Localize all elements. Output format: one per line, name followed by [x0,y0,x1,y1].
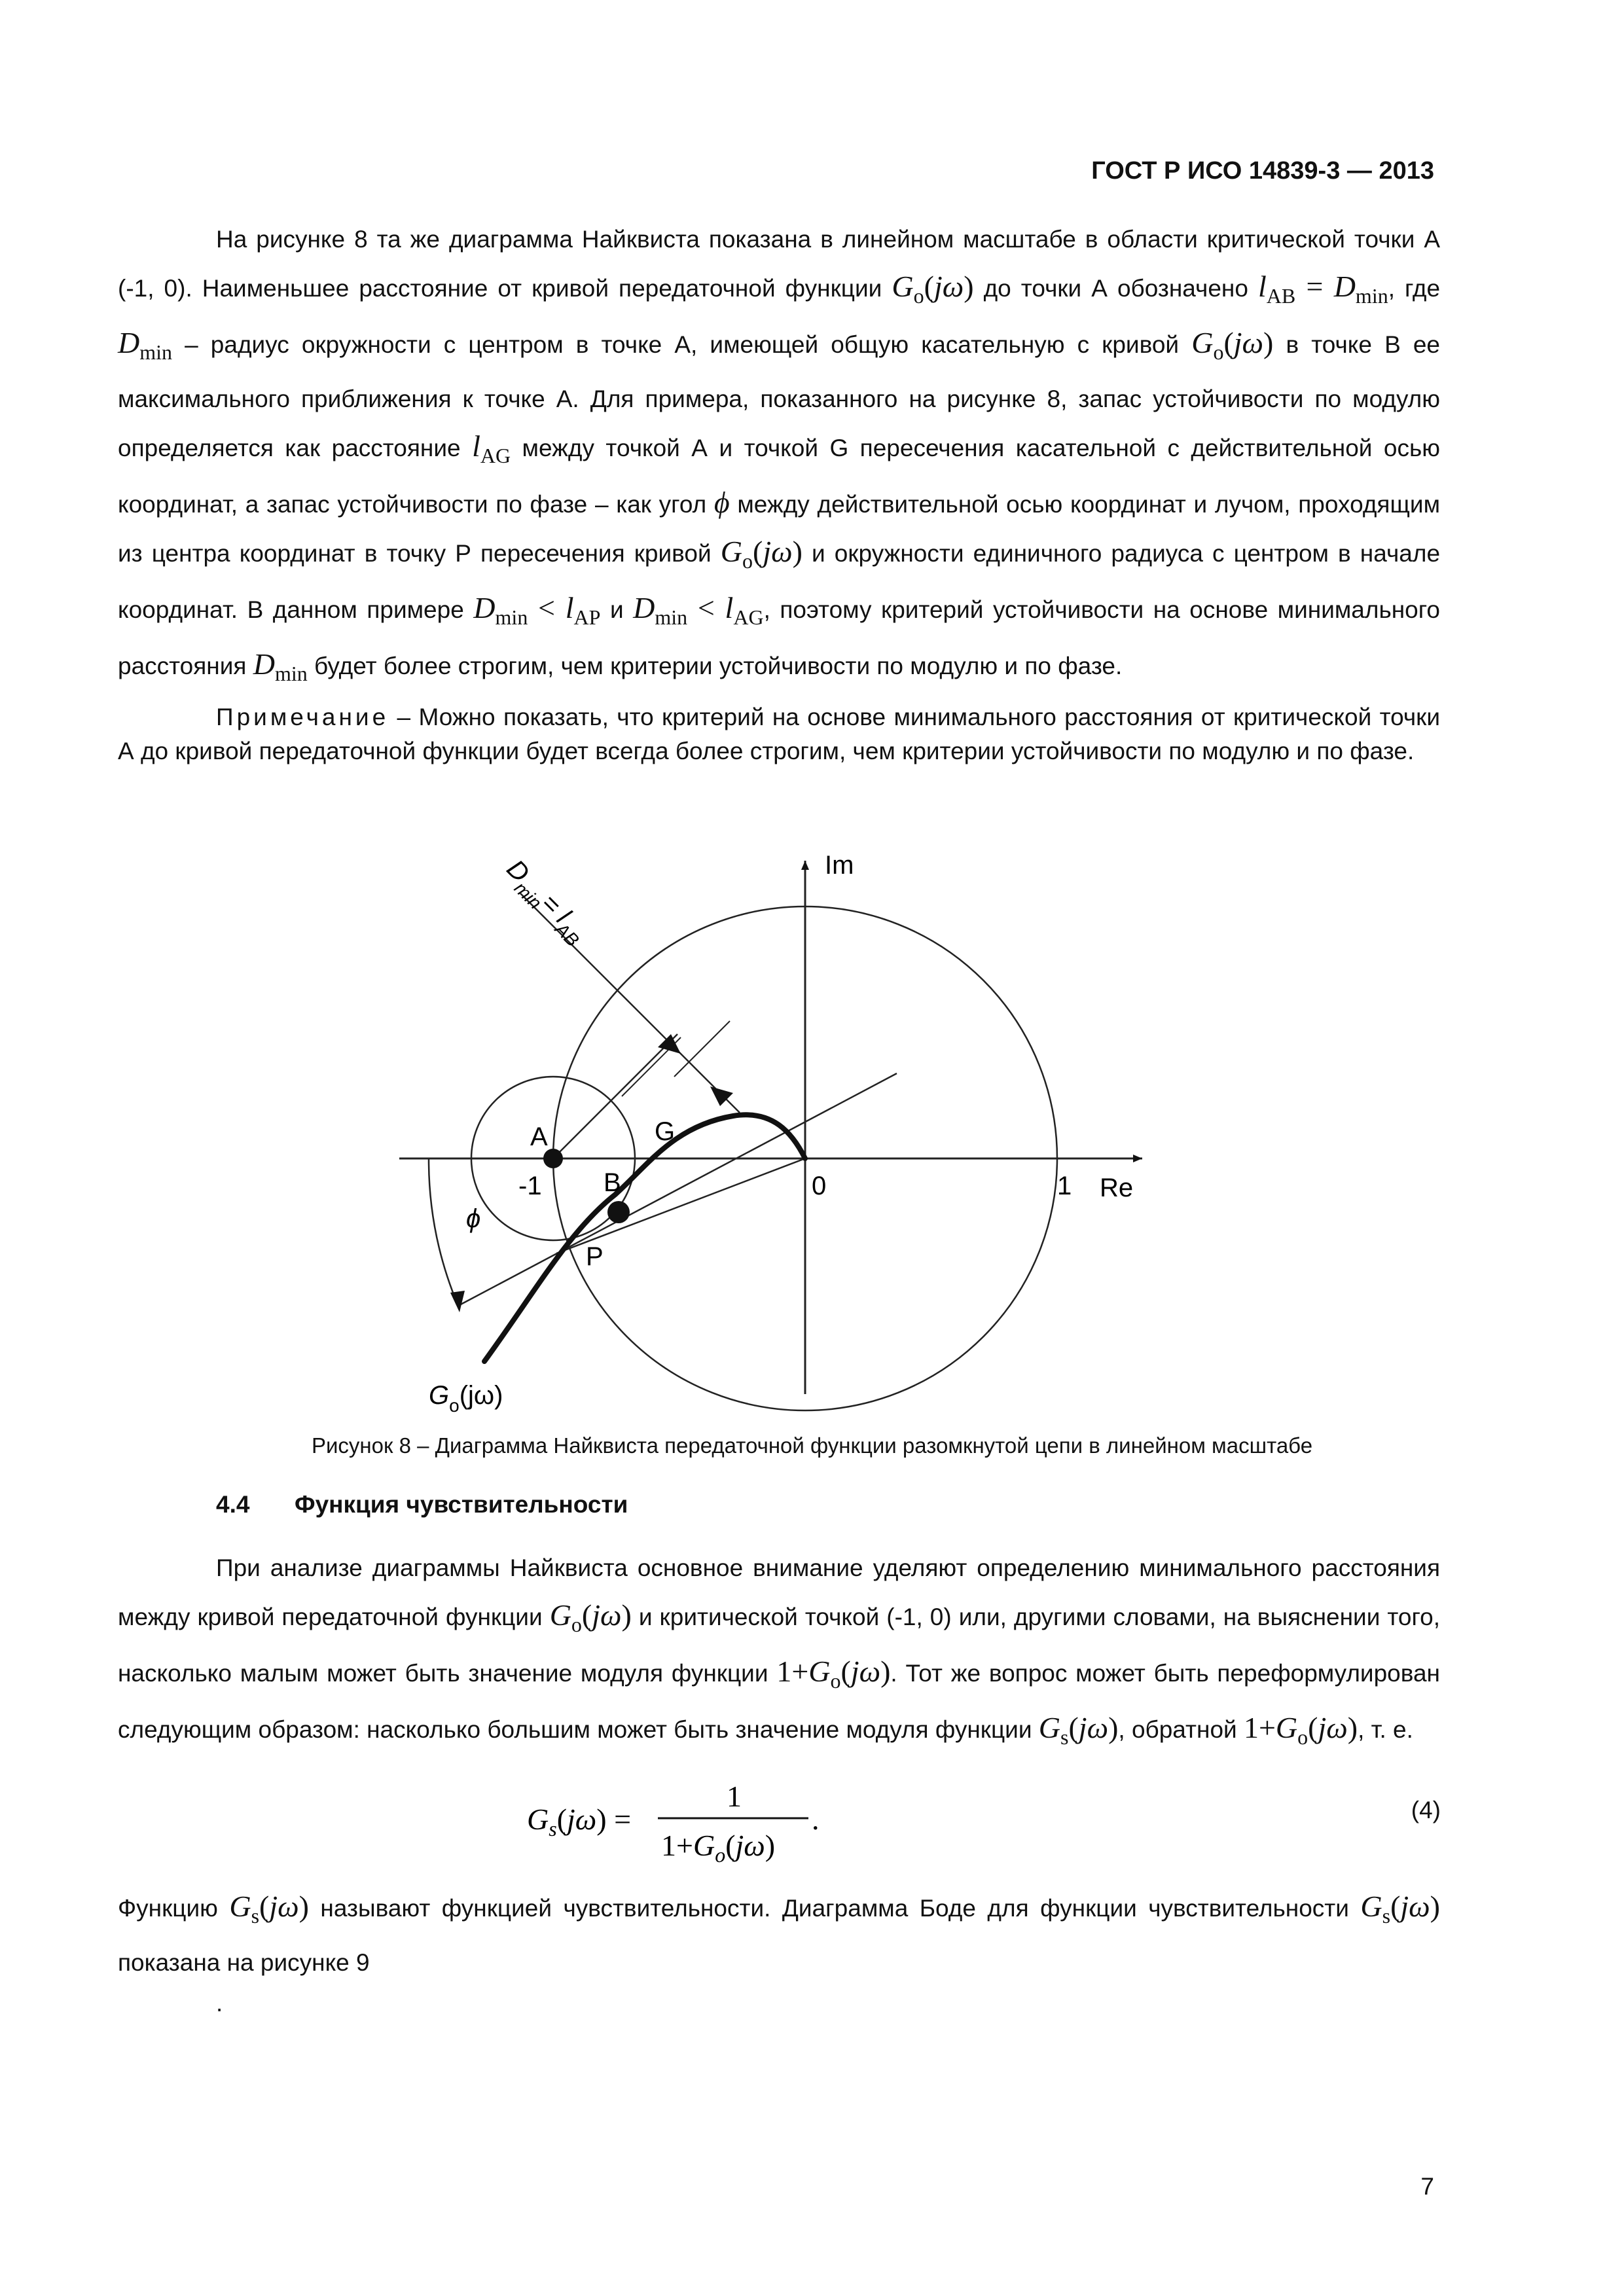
svg-text:.: . [812,1803,820,1836]
section-number: 4.4 [216,1491,250,1518]
phase-arc [429,1158,458,1306]
formula-one-plus-go: $1+G_o(j\omega)$ [1243,1711,1358,1749]
svg-text:1+Go(jω): $1+G_o(j\omega)$ [661,1829,776,1867]
formula-phi: ϕ [713,486,730,519]
curve-label: $G_o(j\omega)$ [429,1381,503,1416]
page-number: 7 [1420,2173,1434,2200]
svg-text:1: 1 [727,1780,742,1813]
paragraph-sensitivity: При анализе диаграммы Найквиста основное внимание уделяют определению минимального расстояния между кривой передаточной функции $G_o(j\omega)$ и критической точкой (-1, 0) или, другими словами, на выяснении того, насколько малым может быть значение модуля функции $1+G_o(j\omega)$. Тот же вопрос может быть переформулирован следующим образом: насколько большим может быть значение модуля функции $G_s(j\omega)$, обратной $1+G_o(j\omega)$, т. е. [118,1554,1441,1749]
svg-text:Gs(jω) =: $G_s(j\omega)$ = [527,1803,632,1840]
paragraph-sensitivity-function: Функцию $G_s(j\omega)$ называют функцией чувствительности. Диаграмма Боде для функции чувствительности $G_s(j\omega)$ показана на рисунке 9 [118,1890,1440,1976]
formula-gs: $G_s(j\omega)$ [1360,1890,1440,1928]
formula-go: $G_o(j\omega)$ [1191,326,1274,364]
formula-go: $G_o(j\omega)$ [720,535,803,573]
re-label: Re [1100,1174,1134,1202]
formula-lag: $l_{AG}$ [472,429,511,467]
phase-ray [556,1158,805,1253]
label-zero: 0 [812,1172,827,1200]
dmin-label [497,854,593,950]
formula-go: $G_o(j\omega)$ [549,1598,632,1636]
label-phi: ϕ [466,1204,481,1233]
note-paragraph [118,700,1440,768]
figure-caption: Рисунок 8 – Диаграмма Найквиста передаточной функции разомкнутой цепи в линейном масштабе [311,1433,1313,1458]
label-one: 1 [1057,1172,1072,1200]
formula-dmin: $D_{min}$ [253,647,308,685]
formula-dmin-lag: $D_{min} < l_{AG}$ [633,591,764,629]
im-label: Im [825,851,854,880]
formula-dmin-lap: $D_{min} < l_{AP}$ [473,591,601,629]
paragraph-nyquist-description: На рисунке 8 та же диаграмма Найквиста показана в линейном масштабе в области критической точки А (-1, 0). Наименьшее расстояние от кривой передаточной функции $G_o(j\omega)$ до точки А обозначено $l_{AB} = D_{min}$, где $D_{min}$ – радиус окружности с центром в точке А, имеющей общую касательную с кривой $G_o(j\omega)$ в точке В ее максимального приближения к точке А. Для примера, показанного на рисунке 8, запас устойчивости по модулю определяется как расстояние $l_{AG}$ между точкой А и точкой G пересечения касательной с действительной осью координат, а запас устойчивости по фазе – как угол ϕ между действительной осью координат и лучом, проходящим из центра координат в точку Р пересечения кривой $G_o(j\omega)$ и окружности единичного радиуса с центром в начале координат. В данном примере $D_{min} < l_{AP}$ и $D_{min} < l_{AG}$, поэтому критерий устойчивости на основе минимального расстояния $D_{min}$ будет более строгим, чем критерии устойчивости по модулю и по фазе. [118,226,1441,685]
section-heading [216,1491,628,1518]
svg-text:Dmin= lAB: $D_{min}= l_{AB}$ [501,854,583,951]
label-p: P [586,1242,604,1271]
note-text: – Можно показать, что критерий на основе минимального расстояния от критической точки А до кривой передаточной функции будет всегда более строгим, чем критерии устойчивости по модулю и по фазе. [118,704,1441,764]
formula-gs: $G_s(j\omega)$ [1038,1711,1119,1749]
section-title: Функция чувствительности [295,1491,628,1518]
label-g: G [655,1117,676,1146]
point-b [607,1201,630,1223]
formula-go: $G_o(j\omega)$ [892,270,974,308]
formula-gs: $G_s(j\omega)$ [229,1890,309,1928]
standard-header: ГОСТ Р ИСО 14839-3 — 2013 [1091,157,1434,185]
label-a: A [530,1122,548,1151]
formula-lab-dmin: $l_{AB} = D_{min}$ [1257,270,1388,308]
label-minus-one: -1 [518,1172,542,1200]
nyquist-diagram [367,818,1283,1433]
note-label: Примечание [216,704,389,730]
point-a [543,1149,563,1168]
formula-dmin: $D_{min}$ [118,326,173,364]
equation-number: (4) [1411,1797,1441,1823]
label-b: B [604,1168,621,1197]
formula-one-plus-go: $1+G_o(j\omega)$ [776,1655,891,1693]
stray-dot: . [216,1990,223,2017]
nyquist-figure [367,818,1283,1433]
